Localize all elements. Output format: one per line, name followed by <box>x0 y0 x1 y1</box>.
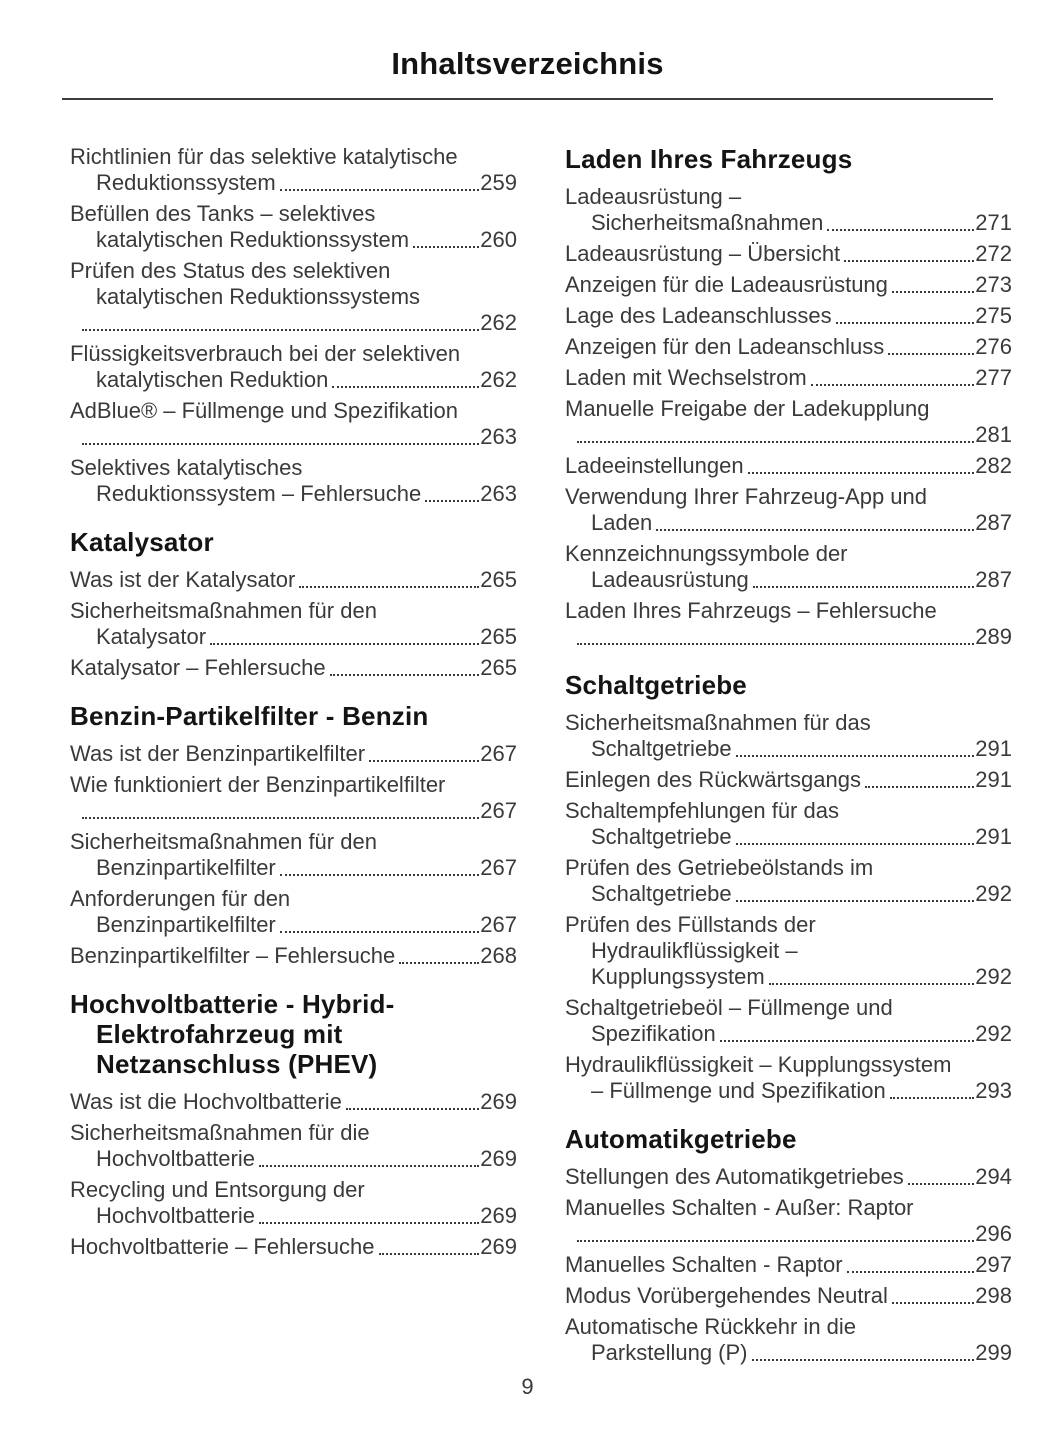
leader-dots <box>82 817 479 819</box>
entry-text: Benzinpartikelfilter – Fehlersuche <box>70 943 396 968</box>
entry-line <box>565 334 1012 360</box>
leader-dots <box>425 500 479 502</box>
entry-text: Prüfen des Füllstands der <box>565 912 816 937</box>
toc-entry <box>70 741 517 767</box>
entry-text: Flüssigkeitsverbrauch bei der selektiven <box>70 341 461 366</box>
leader-dots <box>399 962 479 964</box>
entry-page-number: 262 <box>480 310 517 335</box>
entry-page-number: 292 <box>975 1021 1012 1046</box>
entry-page-number: 293 <box>975 1078 1012 1103</box>
entry-line <box>565 1252 1012 1278</box>
entry-line <box>565 1021 1012 1047</box>
entry-text: Reduktionssystem <box>96 170 276 195</box>
entry-page-number: 265 <box>480 624 517 649</box>
entry-text: Kupplungssystem <box>591 964 765 989</box>
entry-line <box>565 736 1012 762</box>
entry-text: Hydraulikflüssigkeit – <box>591 938 798 963</box>
entry-line <box>70 424 517 450</box>
toc-entry <box>70 258 517 336</box>
leader-dots <box>736 843 975 845</box>
entry-page-number: 269 <box>480 1234 517 1259</box>
entry-text: Prüfen des Status des selektiven <box>70 258 391 283</box>
entry-line <box>70 227 517 253</box>
toc-entry <box>565 334 1012 360</box>
leader-dots <box>769 983 975 985</box>
entry-text: Laden <box>591 510 653 535</box>
entry-page-number: 289 <box>975 624 1012 649</box>
entry-line <box>70 1234 517 1260</box>
entry-page-number: 294 <box>975 1164 1012 1189</box>
entry-line <box>70 624 517 650</box>
entry-page-number: 296 <box>975 1221 1012 1246</box>
entry-text: Anzeigen für den Ladeanschluss <box>565 334 885 359</box>
entry-line <box>565 510 1012 536</box>
leader-dots <box>299 586 479 588</box>
entry-text: Schaltgetriebe <box>591 824 732 849</box>
leader-dots <box>752 1359 975 1361</box>
entry-text: Hochvoltbatterie <box>96 1203 255 1228</box>
entry-page-number: 269 <box>480 1089 517 1114</box>
toc-entry <box>565 1283 1012 1309</box>
entry-text: Ladeeinstellungen <box>565 453 744 478</box>
entry-text: Hochvoltbatterie <box>96 1146 255 1171</box>
entry-line <box>70 798 517 824</box>
entry-text: Selektives katalytisches <box>70 455 303 480</box>
entry-line <box>565 1221 1012 1247</box>
entry-page-number: 292 <box>975 964 1012 989</box>
leader-dots <box>82 443 479 445</box>
leader-dots <box>413 246 479 248</box>
entry-page-number: 277 <box>975 365 1012 390</box>
section-heading <box>70 527 517 557</box>
leader-dots <box>280 931 480 933</box>
toc-entry <box>70 772 517 824</box>
entry-page-number: 260 <box>480 227 517 252</box>
toc-entry <box>70 398 517 450</box>
entry-page-number: 291 <box>975 736 1012 761</box>
toc-entry <box>70 455 517 507</box>
leader-dots <box>280 874 480 876</box>
entry-text: Parkstellung (P) <box>591 1340 748 1365</box>
entry-line <box>565 422 1012 448</box>
toc-entry <box>70 144 517 196</box>
entry-line <box>565 624 1012 650</box>
toc-entry <box>565 241 1012 267</box>
entry-text: katalytischen Reduktionssystem <box>96 227 410 252</box>
toc-column-left <box>70 144 517 1371</box>
toc-entry <box>70 886 517 938</box>
leader-dots <box>892 291 974 293</box>
entry-line <box>565 210 1012 236</box>
section-heading <box>565 144 1012 174</box>
section-heading-line: Schaltgetriebe <box>565 670 747 700</box>
toc-entry <box>70 598 517 650</box>
toc-entry <box>565 1252 1012 1278</box>
toc-column-right <box>565 144 1012 1371</box>
entry-line <box>70 943 517 969</box>
toc-entry <box>70 829 517 881</box>
entry-page-number: 263 <box>480 424 517 449</box>
entry-text: Modus Vorübergehendes Neutral <box>565 1283 888 1308</box>
leader-dots <box>280 189 480 191</box>
entry-text: Laden Ihres Fahrzeugs – Fehlersuche <box>565 598 937 623</box>
toc-entry <box>565 912 1012 990</box>
section-heading-line: Elektrofahrzeug mit <box>96 1019 343 1049</box>
entry-line <box>565 1164 1012 1190</box>
page-title: Inhaltsverzeichnis <box>391 46 664 81</box>
entry-text: Verwendung Ihrer Fahrzeug-App und <box>565 484 928 509</box>
entry-text: Ladeausrüstung – <box>565 184 742 209</box>
entry-line <box>565 365 1012 391</box>
entry-line <box>565 964 1012 990</box>
leader-dots <box>259 1165 479 1167</box>
toc-entry <box>565 184 1012 236</box>
leader-dots <box>210 643 479 645</box>
entry-text: katalytischen Reduktionssystems <box>96 284 421 309</box>
entry-line <box>70 310 517 336</box>
entry-text: Kennzeichnungssymbole der <box>565 541 848 566</box>
entry-text: Schaltgetriebeöl – Füllmenge und <box>565 995 893 1020</box>
entry-text: Sicherheitsmaßnahmen für den <box>70 598 377 623</box>
entry-line <box>565 881 1012 907</box>
entry-text: katalytischen Reduktion <box>96 367 329 392</box>
leader-dots <box>346 1108 479 1110</box>
entry-text: Sicherheitsmaßnahmen für den <box>70 829 377 854</box>
entry-text: Sicherheitsmaßnahmen für die <box>70 1120 370 1145</box>
entry-text: Einlegen des Rückwärtsgangs <box>565 767 861 792</box>
entry-text: Prüfen des Getriebeölstands im <box>565 855 874 880</box>
leader-dots <box>844 260 974 262</box>
entry-text: Was ist der Benzinpartikelfilter <box>70 741 366 766</box>
entry-text: Befüllen des Tanks – selektives <box>70 201 376 226</box>
entry-text: Ladeausrüstung – Übersicht <box>565 241 841 266</box>
leader-dots <box>330 674 480 676</box>
entry-text: Laden mit Wechselstrom <box>565 365 807 390</box>
entry-line <box>70 655 517 681</box>
leader-dots <box>827 229 974 231</box>
entry-text: Anforderungen für den <box>70 886 291 911</box>
entry-page-number: 291 <box>975 824 1012 849</box>
entry-line <box>70 1089 517 1115</box>
leader-dots <box>890 1097 975 1099</box>
entry-text: Katalysator <box>96 624 207 649</box>
toc-entry <box>565 365 1012 391</box>
leader-dots <box>720 1040 975 1042</box>
entry-page-number: 281 <box>975 422 1012 447</box>
entry-text: Richtlinien für das selektive katalytische <box>70 144 458 169</box>
entry-line <box>70 567 517 593</box>
entry-text: Recycling und Entsorgung der <box>70 1177 365 1202</box>
entry-page-number: 269 <box>480 1146 517 1171</box>
entry-page-number: 291 <box>975 767 1012 792</box>
leader-dots <box>865 786 974 788</box>
entry-page-number: 267 <box>480 741 517 766</box>
entry-text: Manuelles Schalten - Außer: Raptor <box>565 1195 914 1220</box>
leader-dots <box>577 1240 974 1242</box>
entry-text: Manuelles Schalten - Raptor <box>565 1252 843 1277</box>
entry-text: Sicherheitsmaßnahmen <box>591 210 824 235</box>
section-heading <box>70 989 517 1079</box>
entry-text: Anzeigen für die Ladeausrüstung <box>565 272 888 297</box>
entry-line <box>565 241 1012 267</box>
toc-entry <box>565 995 1012 1047</box>
entry-page-number: 265 <box>480 655 517 680</box>
leader-dots <box>748 472 975 474</box>
entry-line <box>565 824 1012 850</box>
leader-dots <box>753 586 974 588</box>
entry-page-number: 268 <box>480 943 517 968</box>
leader-dots <box>379 1253 480 1255</box>
entry-line <box>565 272 1012 298</box>
leader-dots <box>736 900 975 902</box>
entry-page-number: 276 <box>975 334 1012 359</box>
leader-dots <box>847 1271 975 1273</box>
leader-dots <box>892 1302 974 1304</box>
toc-entry <box>565 1052 1012 1104</box>
entry-page-number: 271 <box>975 210 1012 235</box>
entry-text: Schaltgetriebe <box>591 881 732 906</box>
entry-text: Spezifikation <box>591 1021 716 1046</box>
section-heading-line: Hochvoltbatterie - Hybrid- <box>70 989 395 1019</box>
leader-dots <box>577 643 974 645</box>
entry-text: Was ist die Hochvoltbatterie <box>70 1089 342 1114</box>
leader-dots <box>656 529 974 531</box>
toc-entry <box>70 567 517 593</box>
toc-entry <box>565 710 1012 762</box>
leader-dots <box>836 322 975 324</box>
entry-page-number: 263 <box>480 481 517 506</box>
entry-text: AdBlue® – Füllmenge und Spezifikation <box>70 398 458 423</box>
entry-page-number: 265 <box>480 567 517 592</box>
leader-dots <box>577 441 974 443</box>
toc-entry <box>70 943 517 969</box>
toc-entry <box>70 1234 517 1260</box>
entry-line <box>70 170 517 196</box>
entry-line <box>70 1203 517 1229</box>
entry-line <box>70 855 517 881</box>
entry-text: Schaltgetriebe <box>591 736 732 761</box>
toc-columns <box>0 100 1055 1371</box>
entry-page-number: 272 <box>975 241 1012 266</box>
leader-dots <box>369 760 479 762</box>
toc-entry <box>565 541 1012 593</box>
section-heading <box>565 670 1012 700</box>
toc-entry <box>565 798 1012 850</box>
entry-page-number: 273 <box>975 272 1012 297</box>
toc-entry <box>565 1164 1012 1190</box>
toc-entry <box>565 484 1012 536</box>
section-heading-line: Benzin-Partikelfilter - Benzin <box>70 701 429 731</box>
toc-entry <box>70 201 517 253</box>
entry-line <box>70 1146 517 1172</box>
entry-page-number: 299 <box>975 1340 1012 1365</box>
entry-line <box>565 1078 1012 1104</box>
section-heading <box>565 1124 1012 1154</box>
toc-entry <box>565 272 1012 298</box>
page-number: 9 <box>521 1374 534 1399</box>
entry-text: Automatische Rückkehr in die <box>565 1314 857 1339</box>
toc-entry <box>70 1177 517 1229</box>
entry-page-number: 282 <box>975 453 1012 478</box>
toc-entry <box>70 655 517 681</box>
toc-entry <box>565 1195 1012 1247</box>
toc-entry <box>565 767 1012 793</box>
toc-entry <box>70 1120 517 1172</box>
entry-line <box>70 741 517 767</box>
entry-page-number: 297 <box>975 1252 1012 1277</box>
entry-text: Was ist der Katalysator <box>70 567 296 592</box>
toc-entry <box>565 453 1012 479</box>
leader-dots <box>259 1222 479 1224</box>
entry-line <box>565 567 1012 593</box>
entry-page-number: 262 <box>480 367 517 392</box>
toc-entry <box>70 1089 517 1115</box>
entry-page-number: 287 <box>975 510 1012 535</box>
entry-text: Stellungen des Automatikgetriebes <box>565 1164 904 1189</box>
section-heading-line: Laden Ihres Fahrzeugs <box>565 144 853 174</box>
entry-text: Lage des Ladeanschlusses <box>565 303 832 328</box>
leader-dots <box>888 353 974 355</box>
entry-line <box>565 1283 1012 1309</box>
entry-text: Hochvoltbatterie – Fehlersuche <box>70 1234 375 1259</box>
entry-page-number: 275 <box>975 303 1012 328</box>
entry-page-number: 267 <box>480 855 517 880</box>
toc-entry <box>565 303 1012 329</box>
entry-text: Manuelle Freigabe der Ladekupplung <box>565 396 930 421</box>
entry-text: Reduktionssystem – Fehlersuche <box>96 481 422 506</box>
leader-dots <box>736 755 975 757</box>
entry-page-number: 287 <box>975 567 1012 592</box>
toc-entry <box>565 855 1012 907</box>
entry-line <box>70 912 517 938</box>
entry-text: Benzinpartikelfilter <box>96 912 276 937</box>
entry-page-number: 267 <box>480 798 517 823</box>
entry-page-number: 259 <box>480 170 517 195</box>
entry-page-number: 269 <box>480 1203 517 1228</box>
entry-line <box>565 767 1012 793</box>
toc-entry <box>565 1314 1012 1366</box>
entry-text: Benzinpartikelfilter <box>96 855 276 880</box>
entry-page-number: 292 <box>975 881 1012 906</box>
entry-line <box>70 481 517 507</box>
entry-text: Hydraulikflüssigkeit – Kupplungssystem <box>565 1052 952 1077</box>
toc-entry <box>565 598 1012 650</box>
entry-text: Wie funktioniert der Benzinpartikelfilter <box>70 772 446 797</box>
entry-text: Sicherheitsmaßnahmen für das <box>565 710 871 735</box>
entry-text: – Füllmenge und Spezifikation <box>591 1078 886 1103</box>
entry-page-number: 298 <box>975 1283 1012 1308</box>
entry-page-number: 267 <box>480 912 517 937</box>
toc-entry <box>70 341 517 393</box>
section-heading-line: Netzanschluss (PHEV) <box>96 1049 378 1079</box>
leader-dots <box>811 384 975 386</box>
section-heading-line: Katalysator <box>70 527 214 557</box>
entry-line <box>565 1340 1012 1366</box>
section-heading <box>70 701 517 731</box>
toc-entry <box>565 396 1012 448</box>
entry-text: Ladeausrüstung <box>591 567 749 592</box>
leader-dots <box>908 1183 975 1185</box>
entry-text: Katalysator – Fehlersuche <box>70 655 326 680</box>
section-heading-line: Automatikgetriebe <box>565 1124 797 1154</box>
entry-line <box>70 367 517 393</box>
leader-dots <box>82 329 479 331</box>
entry-line <box>565 303 1012 329</box>
entry-text: Schaltempfehlungen für das <box>565 798 839 823</box>
entry-line <box>565 453 1012 479</box>
leader-dots <box>332 386 479 388</box>
